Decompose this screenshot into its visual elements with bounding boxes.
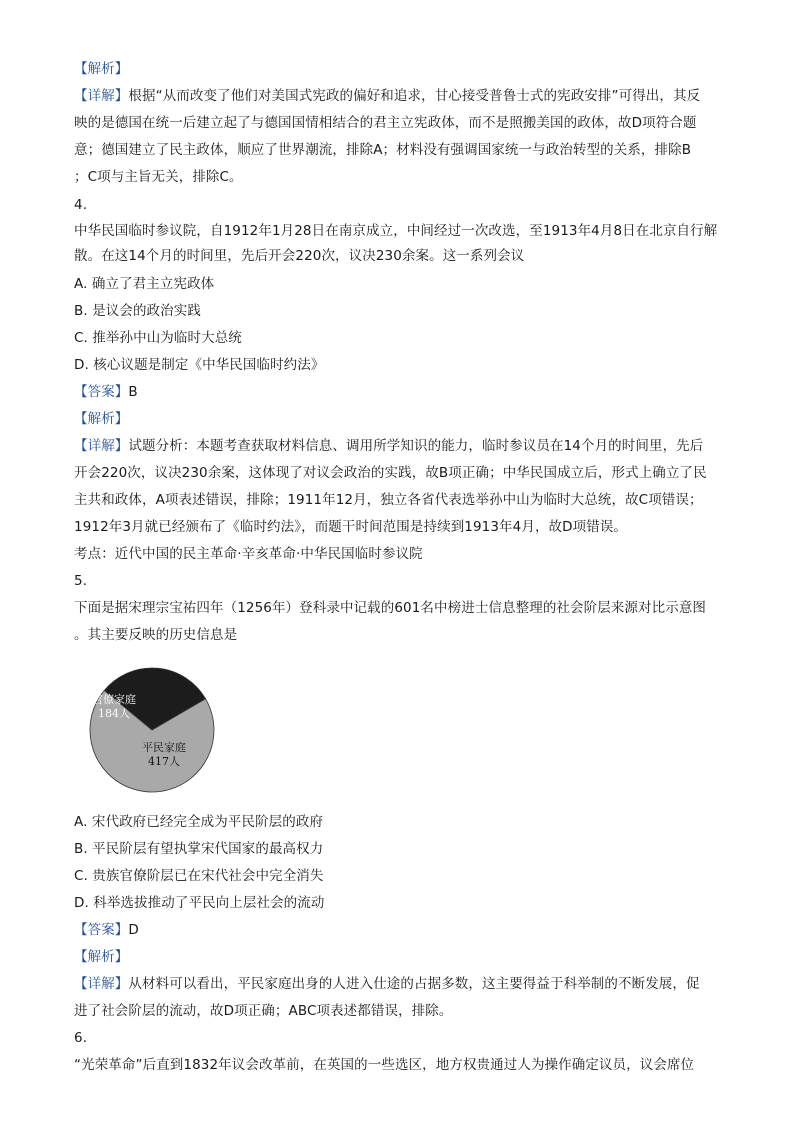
q5-answer-tag: 【答案】	[74, 922, 129, 938]
q4-answer: 【答案】B	[74, 384, 138, 400]
q3-detail-line-4: ；C项与主旨无关，排除C。	[74, 169, 243, 185]
social-class-pie-chart	[84, 666, 220, 794]
q5-jiexi-tag: 【解析】	[74, 949, 129, 965]
q4-option-b: B. 是议会的政治实践	[74, 303, 201, 319]
q5-option-d: D. 科举选拔推动了平民向上层社会的流动	[74, 895, 325, 911]
q5-detail-line-2: 进了社会阶层的流动，故D项正确；ABC项表述都错误，排除。	[74, 1003, 453, 1019]
q5-option-a: A. 宋代政府已经完全成为平民阶层的政府	[74, 814, 324, 830]
q5-detail-tag: 【详解】	[74, 976, 129, 992]
q4-detail-line-1: 【详解】试题分析：本题考查获取材料信息、调用所学知识的能力，临时参议员在14个月的时间里，先后	[74, 438, 704, 454]
q5-answer: 【答案】D	[74, 922, 139, 938]
q4-detail-line-3: 主共和政体，A项表述错误，排除；1911年12月，独立各省代表选举孙中山为临时大总统，故C项错误；	[74, 492, 703, 508]
q5-stem-line-1: 下面是据宋理宗宝祐四年（1256年）登科录中记载的601名中榜进士信息整理的社会阶层来源对比示意图	[74, 600, 707, 616]
q4-detail-tag: 【详解】	[74, 438, 129, 454]
q4-jiexi-tag: 【解析】	[74, 411, 129, 427]
q4-detail-line-2: 开会220次，议决230余案，这体现了对议会政治的实践，故B项正确；中华民国成立后，形式上确立了民	[74, 465, 707, 481]
q4-stem-line-1: 中华民国临时参议院，自1912年1月28日在南京成立，中间经过一次改选，至1913年4月8日在北京自行解	[74, 223, 718, 239]
q3-detail-tag: 【详解】	[74, 88, 129, 104]
q4-number: 4.	[74, 197, 88, 213]
q5-detail-line-1: 【详解】从材料可以看出，平民家庭出身的人进入仕途的占据多数，这主要得益于科举制的不断发展，促	[74, 976, 700, 992]
pie-label-0: 官僚家庭	[92, 693, 136, 706]
q6-number: 6.	[74, 1030, 88, 1046]
q3-detail-line-1: 【详解】根据“从而改变了他们对美国式宪政的偏好和追求，甘心接受普鲁士式的宪政安排”可得出，其反	[74, 88, 701, 104]
q3-detail-line-3: 意；德国建立了民主政体，顺应了世界潮流，排除A；材料没有强调国家统一与政治转型的关系，排除B	[74, 142, 692, 158]
q4-option-d: D. 核心议题是制定《中华民国临时约法》	[74, 357, 325, 373]
q5-stem-line-2: 。其主要反映的历史信息是	[74, 627, 238, 643]
q4-stem-line-2: 散。在这14个月的时间里，先后开会220次，议决230余案。这一系列会议	[74, 248, 525, 264]
q4-kaodian: 考点：近代中国的民主革命·辛亥革命·中华民国临时参议院	[74, 546, 423, 562]
q3-detail-line-2: 映的是德国在统一后建立起了与德国国情相结合的君主立宪政体，而不是照搬美国的政体，故D项符合题	[74, 115, 697, 131]
q4-answer-tag: 【答案】	[74, 384, 129, 400]
pie-value-label-0: 184人	[98, 707, 130, 720]
q5-option-c: C. 贵族官僚阶层已在宋代社会中完全消失	[74, 868, 324, 884]
pie-label-1: 平民家庭	[142, 741, 186, 754]
q4-option-a: A. 确立了君主立宪政体	[74, 276, 215, 292]
q3-jiexi-tag: 【解析】	[74, 61, 129, 77]
q4-option-c: C. 推举孙中山为临时大总统	[74, 330, 242, 346]
q6-stem-line-1: “光荣革命”后直到1832年议会改革前，在英国的一些选区，地方权贵通过人为操作确定议员，议会席位	[74, 1057, 695, 1073]
pie-value-label-1: 417人	[148, 755, 180, 768]
q5-option-b: B. 平民阶层有望执掌宋代国家的最高权力	[74, 841, 324, 857]
q4-detail-line-4: 1912年3月就已经颁布了《临时约法》，而题干时间范围是持续到1913年4月，故D项错误。	[74, 519, 628, 535]
q5-number: 5.	[74, 573, 88, 589]
